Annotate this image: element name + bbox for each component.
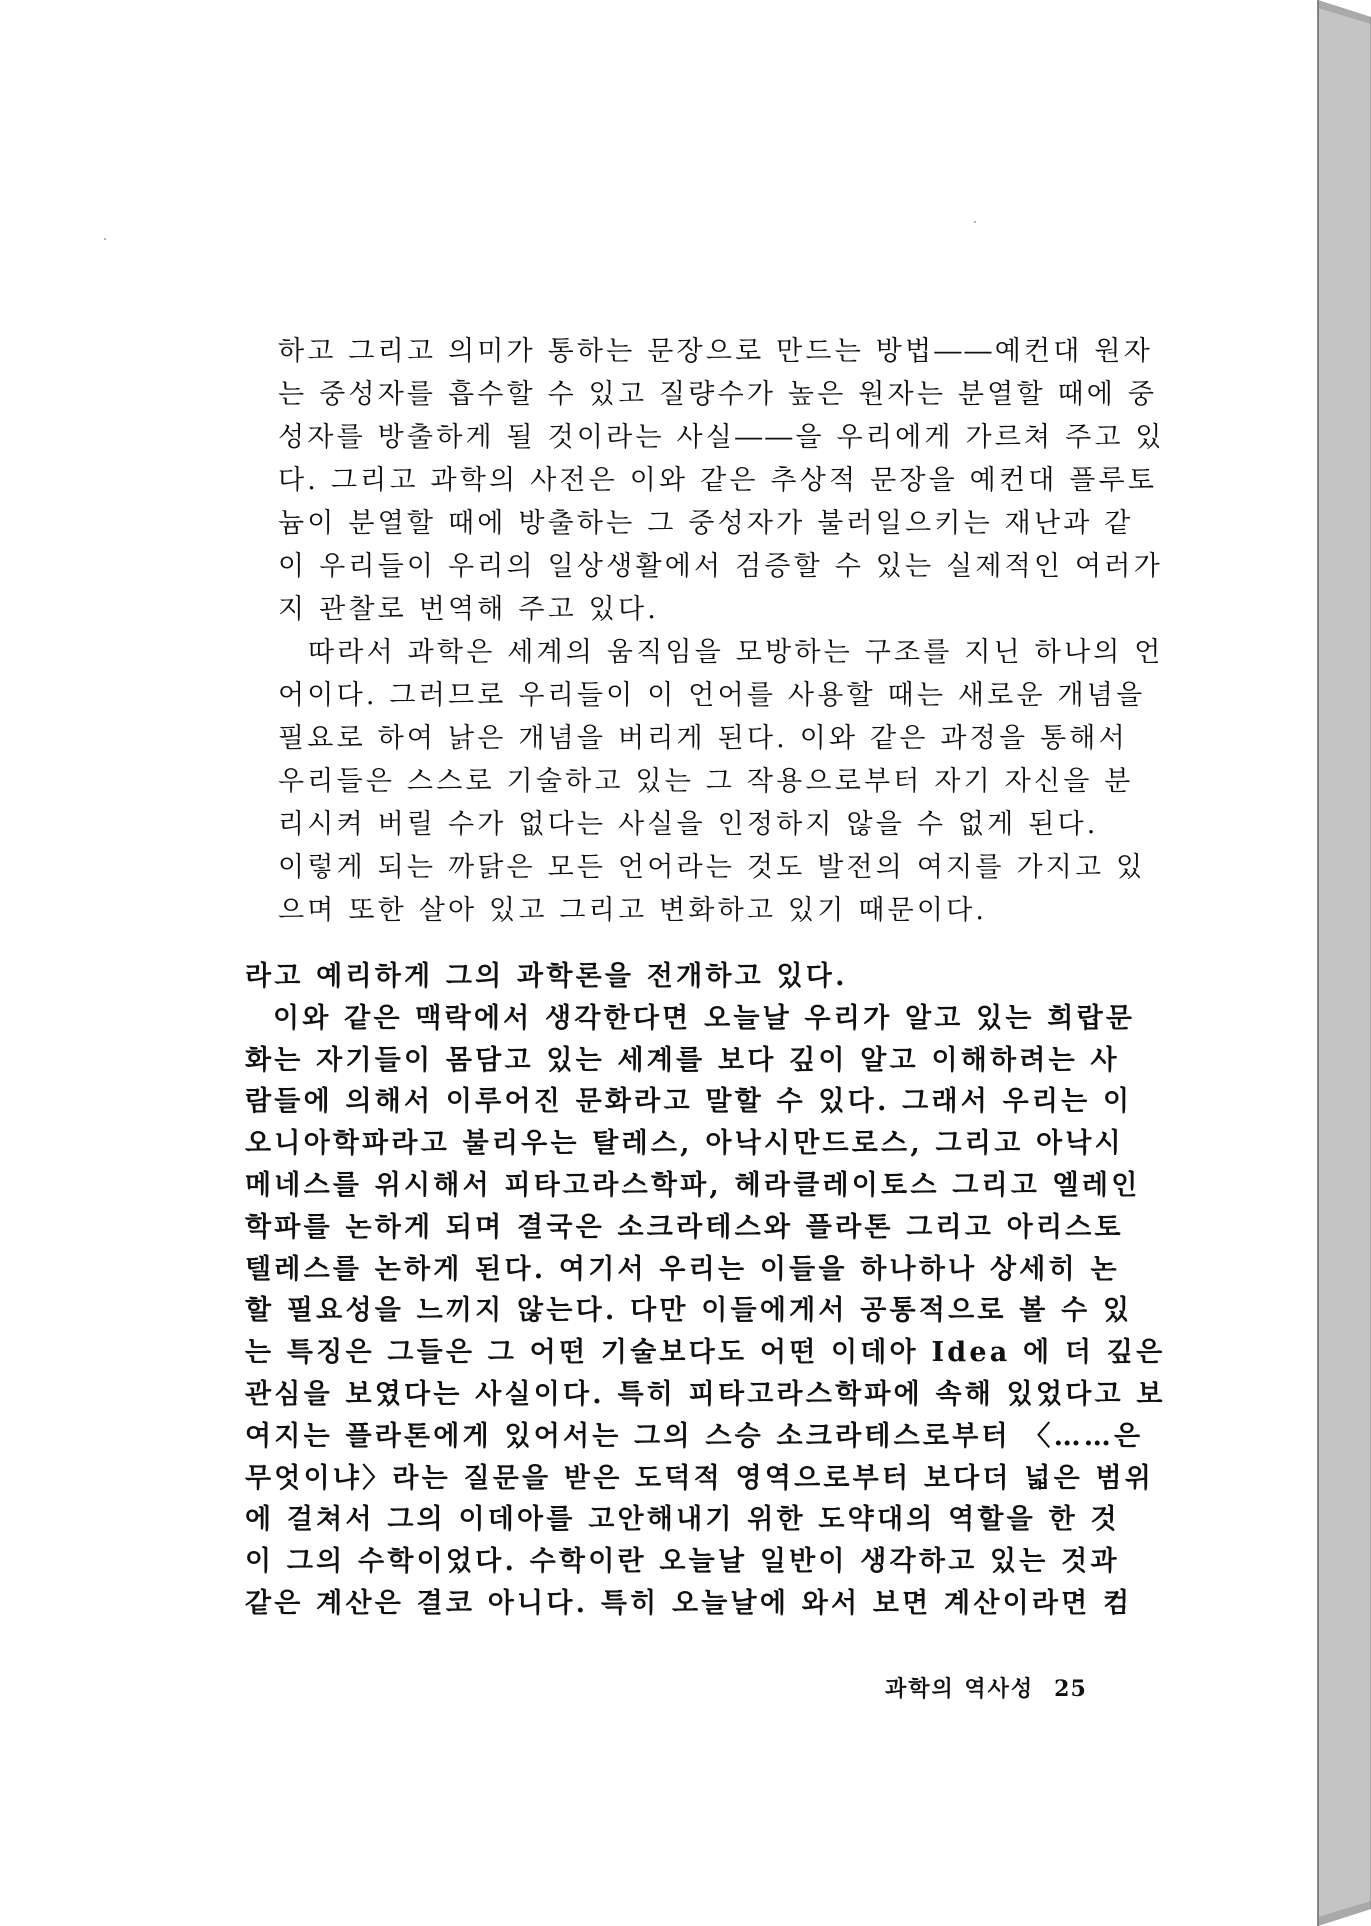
text-line: 할 필요성을 느끼지 않는다. 다만 이들에게서 공통적으로 볼 수 있 (245, 1295, 1133, 1327)
text-line: 리시켜 버릴 수가 없다는 사실을 인정하지 않을 수 없게 된다. (278, 809, 1099, 840)
paper-speck (104, 238, 106, 240)
text-line: 성자를 방출하게 될 것이라는 사실――을 우리에게 가르쳐 주고 있 (278, 422, 1165, 453)
text-line: 학파를 논하게 되며 결국은 소크라테스와 플라톤 그리고 아리스토 (245, 1211, 1124, 1243)
text-line: 여지는 플라톤에게 있어서는 그의 스승 소크라테스로부터 〈……은 (245, 1420, 1144, 1452)
text-line: 람들에 의해서 이루어진 문화라고 말할 수 있다. 그래서 우리는 이 (245, 1086, 1133, 1118)
running-footer (885, 1672, 1087, 1703)
text-line: 따라서 과학은 세계의 움직임을 모방하는 구조를 지닌 하나의 언 (308, 637, 1164, 668)
section-title: 과학의 역사성 (885, 1676, 1035, 1702)
text-line: 오니아학파라고 불리우는 탈레스, 아낙시만드로스, 그리고 아낙시 (245, 1128, 1124, 1160)
text-line: 우리들은 스스로 기술하고 있는 그 작용으로부터 자기 자신을 분 (278, 766, 1134, 797)
text-line: 텔레스를 논하게 된다. 여기서 우리는 이들을 하나하나 상세히 논 (245, 1253, 1120, 1285)
page-number: 25 (1054, 1676, 1087, 1702)
text-line: 에 걸쳐서 그의 이데아를 고안해내기 위한 도약대의 역할을 한 것 (245, 1504, 1120, 1536)
text-line: 라고 예리하게 그의 과학론을 전개하고 있다. (245, 961, 848, 992)
text-line: 이렇게 되는 까닭은 모든 언어라는 것도 발전의 여지를 가지고 있 (278, 852, 1146, 883)
text-line: 관심을 보였다는 사실이다. 특히 피타고라스학파에 속해 있었다고 보 (245, 1378, 1166, 1410)
text-line: 같은 계산은 결코 아니다. 특히 오늘날에 와서 보면 계산이라면 컴 (245, 1587, 1133, 1619)
body-text (245, 956, 1166, 1625)
text-line: 어이다. 그러므로 우리들이 이 언어를 사용할 때는 새로운 개념을 (278, 680, 1146, 711)
text-line: 으며 또한 살아 있고 그리고 변화하고 있기 때문이다. (278, 895, 988, 926)
text-line: 이와 같은 맥락에서 생각한다면 오늘날 우리가 알고 있는 희랍문 (273, 1002, 1136, 1034)
text-line: 무엇이냐〉라는 질문을 받은 도덕적 영역으로부터 보다더 넓은 범위 (245, 1462, 1155, 1494)
text-line: 필요로 하여 낡은 개념을 버리게 된다. 이와 같은 과정을 통해서 (278, 723, 1128, 754)
paper-speck (974, 221, 976, 223)
text-line: 늄이 분열할 때에 방출하는 그 중성자가 불러일으키는 재난과 같 (278, 508, 1134, 539)
text-line: 다. 그리고 과학의 사전은 이와 같은 추상적 문장을 예컨대 플루토 (278, 465, 1158, 496)
text-line: 지 관찰로 번역해 주고 있다. (278, 594, 660, 625)
text-line: 는 중성자를 흡수할 수 있고 질량수가 높은 원자는 분열할 때에 중 (278, 379, 1158, 410)
text-line: 이 우리들이 우리의 일상생활에서 검증할 수 있는 실제적인 여러가 (278, 551, 1163, 582)
text-line: 이 그의 수학이었다. 수학이란 오늘날 일반이 생각하고 있는 것과 (245, 1546, 1120, 1578)
text-line: 메네스를 위시해서 피타고라스학파, 헤라클레이토스 그리고 엘레인 (245, 1169, 1141, 1201)
text-line: 화는 자기들이 몸담고 있는 세계를 보다 깊이 알고 이해하려는 사 (245, 1044, 1120, 1076)
block-quote-paragraph-1 (278, 330, 1165, 631)
text-line: 는 특징은 그들은 그 어떤 기술보다도 어떤 이데아 Idea 에 더 깊은 (245, 1337, 1166, 1369)
block-quote-paragraph-2 (278, 631, 1164, 932)
page-stack-edge (1318, 0, 1371, 1926)
text-line: 하고 그리고 의미가 통하는 문장으로 만드는 방법――예컨대 원자 (278, 336, 1153, 367)
